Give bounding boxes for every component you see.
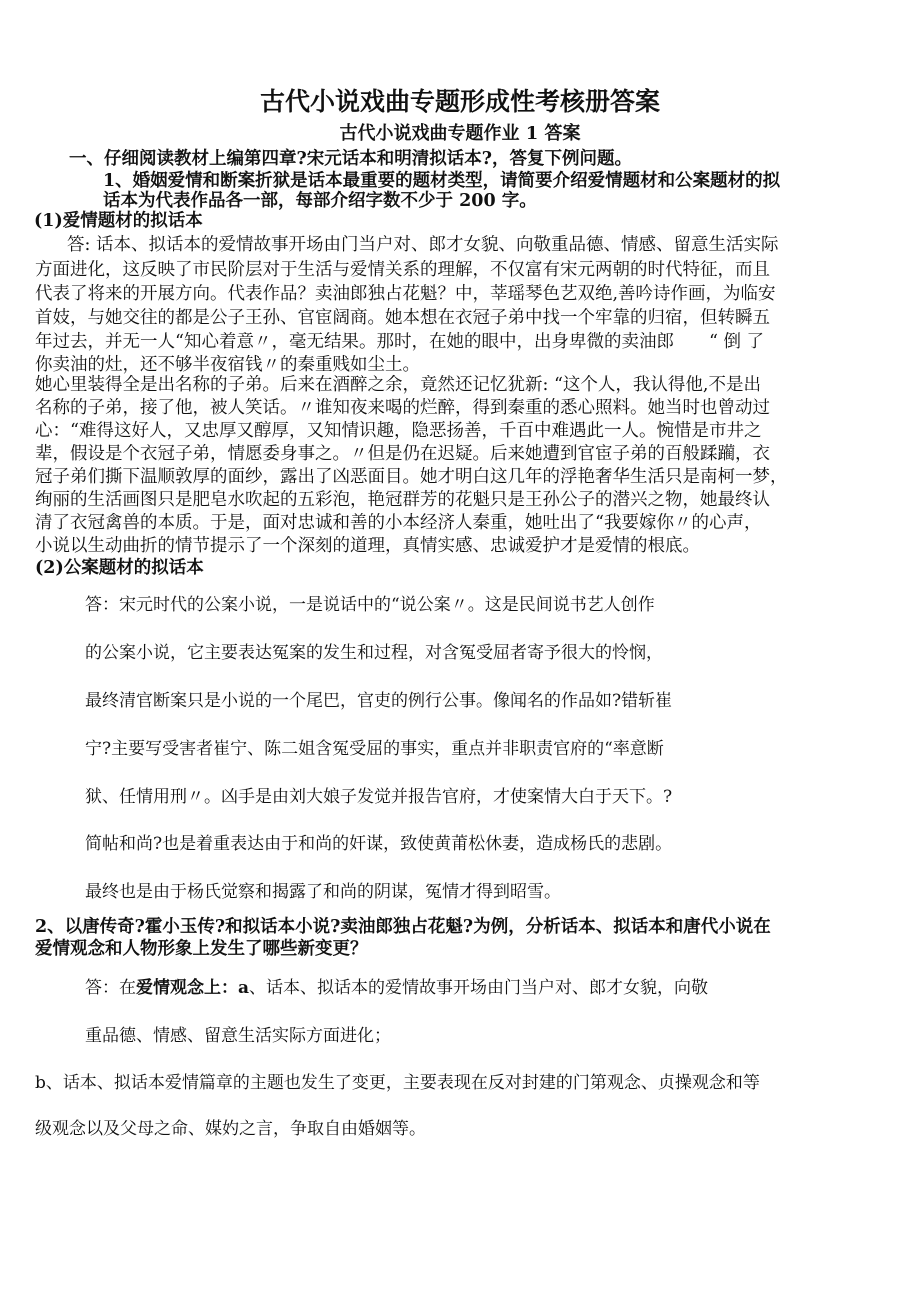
- section1-heading: 一、仔细阅读教材上编第四章?宋元话本和明清拟话本?，答复下例问题。: [69, 149, 633, 169]
- question2-line: 爱情观念和人物形象上发生了哪些新变更？: [35, 939, 368, 959]
- question2-answer-line: 重品德、情感、留意生活实际方面进化；: [85, 1026, 391, 1046]
- part2-line: 的公案小说，它主要表达冤案的发生和过程，对含冤受屈者寄予很大的怜悯，: [85, 643, 663, 663]
- part2-heading: (2)公案题材的拟话本: [35, 558, 204, 578]
- page-subtitle: 古代小说戏曲专题作业 1 答案: [339, 123, 581, 144]
- part1-line: 小说以生动曲折的情节提示了一个深刻的道理，真情实感、忠诚爱护才是爱情的根底。: [35, 536, 700, 556]
- part1-line: 名称的子弟，接了他，被人笑话。〃谁知夜来喝的烂醉，得到秦重的悉心照料。她当时也曾动过: [35, 398, 770, 418]
- part1-line: 辈，假设是个衣冠子弟，情愿委身事之。〃但是仍在迟疑。后来她遭到官宦子弟的百般蹂躏，衣: [35, 444, 770, 464]
- part2-line: 最终也是由于杨氏觉察和揭露了和尚的阴谋，冤情才得到昭雪。: [85, 882, 561, 902]
- part2-line: 答：宋元时代的公案小说，一是说话中的“说公案〃。这是民间说书艺人创作: [85, 595, 655, 615]
- question1-line: 1、婚姻爱情和断案折狱是话本最重要的题材类型，请简要介绍爱情题材和公案题材的拟: [103, 171, 781, 191]
- part1-line: 答: 话本、拟话本的爱情故事开场由门当户对、郎才女貌、向敬重品德、情感、留意生活实际: [67, 235, 779, 255]
- part1-line: 方面进化，这反映了市民阶层对于生活与爱情关系的理解，不仅富有宋元两朝的时代特征，而且: [35, 260, 770, 280]
- answer-prefix: 答：在: [85, 978, 136, 998]
- question2-line: 2、以唐传奇?霍小玉传?和拟话本小说?卖油郎独占花魁?为例，分析话本、拟话本和唐代小说在: [35, 917, 771, 937]
- answer-line1-rest: 、话本、拟话本的爱情故事开场由门当户对、郎才女貌，向敬: [249, 978, 709, 998]
- page-title: 古代小说戏曲专题形成性考核册答案: [259, 87, 660, 116]
- question2-answer-line: 级观念以及父母之命、媒妁之言，争取自由婚姻等。: [35, 1119, 426, 1139]
- answer-bold-term: 爱情观念上：: [136, 978, 238, 998]
- part2-line: 宁?主要写受害者崔宁、陈二姐含冤受屈的事实，重点并非职责官府的“率意断: [85, 739, 664, 759]
- part2-line: 简帖和尚?也是着重表达由于和尚的奸谋，致使黄莆松休妻，造成杨氏的悲剧。: [85, 834, 673, 854]
- part1-heading: (1)爱情题材的拟话本: [34, 211, 203, 231]
- part1-line: 她心里装得全是出名称的子弟。后来在酒醉之余，竟然还记忆犹新: “这个人，我认得他,不是出: [35, 375, 761, 395]
- question1-line: 话本为代表作品各一部，每部介绍字数不少于 200 字。: [103, 191, 537, 211]
- part1-line: 绚丽的生活画图只是肥皂水吹起的五彩泡，艳冠群芳的花魁只是王孙公子的潜兴之物，她最终认: [35, 490, 770, 510]
- question2-answer-line: b、话本、拟话本爱情篇章的主题也发生了变更，主要表现在反对封建的门第观念、贞操观念和等: [35, 1073, 760, 1093]
- part1-line: 冠子弟们撕下温顺敦厚的面纱，露出了凶恶面目。她才明白这几年的浮艳奢华生活只是南柯一梦，: [35, 467, 788, 487]
- question2-answer-line: [85, 976, 708, 1000]
- part1-line: 代表了将来的开展方向。代表作品？卖油郎独占花魁？中，莘瑶琴色艺双绝,善吟诗作画，为临安: [35, 284, 776, 304]
- answer-bold-a: a: [238, 978, 250, 998]
- part2-line: 狱、任情用刑〃。凶手是由刘大娘子发觉并报告官府，才使案情大白于天下。?: [85, 787, 673, 807]
- part1-line: 清了衣冠禽兽的本质。于是，面对忠诚和善的小本经济人秦重，她吐出了“我要嫁你〃的心声，: [35, 513, 762, 533]
- part2-line: 最终清官断案只是小说的一个尾巴，官吏的例行公事。像闻名的作品如?错斩崔: [85, 691, 673, 711]
- part1-line: 你卖油的灶，还不够半夜宿钱〃的秦重贱如尘土。: [35, 355, 420, 375]
- part1-line: 年过去，并无一人“知心着意〃，毫无结果。那时，在她的眼中，出身卑微的卖油郎 “ 倒 了: [35, 332, 765, 352]
- part1-line: 心：“难得这好人，又忠厚又醇厚，又知情识趣，隐恶扬善，千百中难遇此一人。惋惜是市井之: [35, 421, 762, 441]
- part1-line: 首妓，与她交往的都是公子王孙、官宦阔商。她本想在衣冠子弟中找一个牢靠的归宿，但转瞬五: [35, 308, 770, 328]
